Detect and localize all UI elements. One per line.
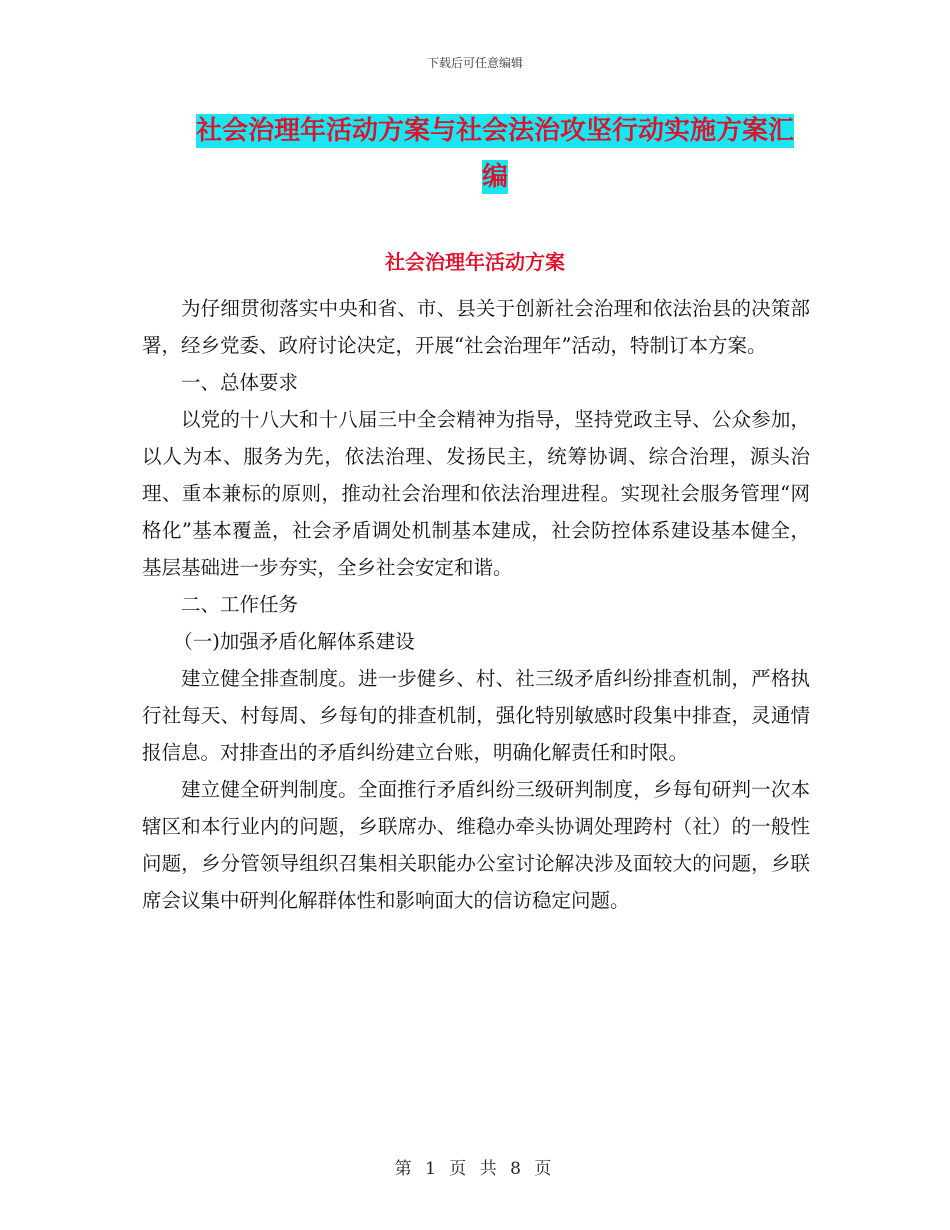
document-title bbox=[185, 108, 805, 200]
document-body bbox=[142, 290, 810, 919]
paragraph-general-requirements: 以党的十八大和十八届三中全会精神为指导，坚持党政主导、公众参加，以人为本、服务为先，依法治理、发扬民主，统筹协调、综合治理，源头治理、重本兼标的原则，推动社会治理和依法治理进程。实现社会服务管理“网格化”基本覆盖，社会矛盾调处机制基本建成，社会防控体系建设基本健全，基层基础进一步夯实，全乡社会安定和谐。 bbox=[142, 408, 810, 579]
heading-work-tasks: 二、工作任务 bbox=[181, 593, 299, 616]
paragraph-intro: 为仔细贯彻落实中央和省、市、县关于创新社会治理和依法治县的决策部署，经乡党委、政府讨论决定，开展“社会治理年”活动，特制订本方案。 bbox=[142, 297, 810, 357]
document-title-text: 社会治理年活动方案与社会法治攻坚行动实施方案汇编 bbox=[195, 116, 794, 192]
section-title: 社会治理年活动方案 bbox=[385, 250, 565, 274]
header-note: 下载后可任意编辑 bbox=[426, 56, 523, 70]
heading-general-requirements: 一、总体要求 bbox=[181, 371, 299, 394]
subheading-conflict-resolution: （一)加强矛盾化解体系建设 bbox=[173, 630, 415, 653]
page-number: 第 1 页 共 8 页 bbox=[394, 1159, 556, 1179]
paragraph-screening-system: 建立健全排查制度。进一步健乡、村、社三级矛盾纠纷排查机制，严格执行社每天、村每周、乡每旬的排查机制，强化特别敏感时段集中排查，灵通情报信息。对排查出的矛盾纠纷建立台账，明确化解责任和时限。 bbox=[142, 667, 810, 764]
paragraph-assessment-system: 建立健全研判制度。全面推行矛盾纠纷三级研判制度，乡每旬研判一次本辖区和本行业内的问题，乡联席办、维稳办牵头协调处理跨村（社）的一般性问题，乡分管领导组织召集相关职能办公室讨论解决涉及面较大的问题，乡联席会议集中研判化解群体性和影响面大的信访稳定问题。 bbox=[142, 778, 810, 912]
